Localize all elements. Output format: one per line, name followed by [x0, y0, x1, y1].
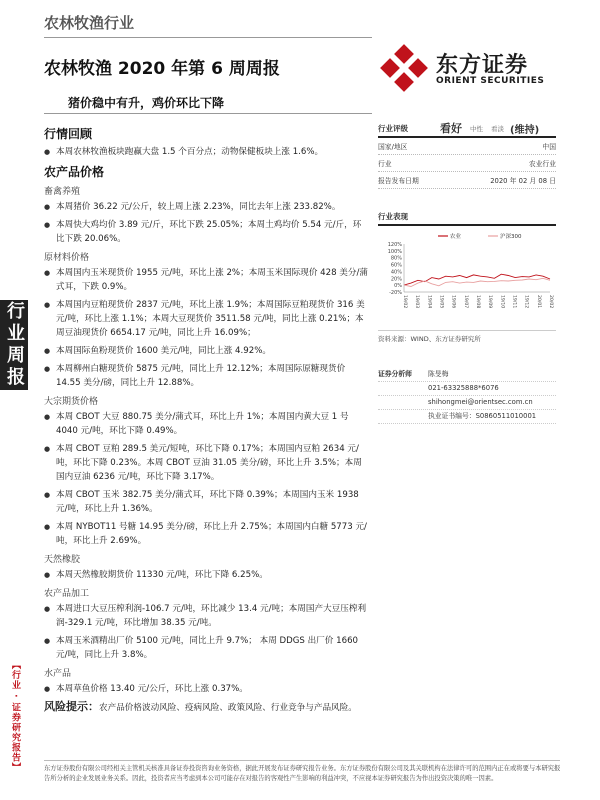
series-line-0 [404, 274, 550, 285]
company-logo [380, 44, 560, 104]
analyst-title: 证券分析师 [378, 370, 412, 378]
x-tick-label: 19/12 [523, 295, 529, 309]
risk-text: 农产品价格波动风险、疫病风险、政策风险、行业竞争与产品风险。 [99, 703, 357, 713]
industry-category: 农林牧渔行业 [44, 14, 135, 32]
sidebar [378, 122, 556, 343]
info-row [378, 138, 556, 155]
rating-value: 看好 [440, 122, 462, 135]
rating-label: 行业评级 [378, 123, 408, 133]
analyst-row [378, 396, 556, 410]
rating-negative: 看淡 [491, 124, 504, 133]
section-title-market-review: 行情回顾 [44, 127, 93, 141]
logo-text-en: ORIENT SECURITIES [436, 76, 545, 86]
list-item: ● 本周国内豆粕现货价 2837 元/吨，环比上涨 1.9%；本周国际豆粕现货价 316 美元/吨，环比上涨 1.1%；本周大豆现货价 3511.58 元/吨，同比上涨 0.21%；本周豆油现货价 6654.17 元/吨，同比上升 16.09%； [44, 298, 368, 340]
report-subtitle: 猪价稳中有升，鸡价环比下降 [68, 96, 225, 110]
analyst-block [378, 368, 556, 424]
legend-label: 沪深300 [500, 234, 522, 240]
y-tick-label: 40% [390, 269, 402, 276]
x-tick-label: 19/10 [499, 295, 505, 309]
list-item: ● 本周玉米酒精出厂价 5100 元/吨，同比上升 9.7%； 本周 DDGS 出厂价 1660 元/吨，同比上升 3.8%。 [44, 634, 368, 662]
processing-list [44, 602, 368, 662]
info-value: 2020 年 02 月 08 日 [490, 177, 556, 185]
subsection-livestock: 畜禽养殖 [44, 187, 81, 197]
list-item: ● 本周 CBOT 豆粕 289.5 美元/短吨，环比下降 0.17%；本周国内豆粕 2634 元/吨，环比下降 0.23%。本周 CBOT 豆油 31.05 美分/磅，环比上升 3.5%；本周国内豆油 6236 元/吨，环比下降 3.17%。 [44, 442, 368, 484]
list-item: ● 本周天然橡胶期货价 11330 元/吨，环比下降 6.25%。 [44, 568, 368, 582]
info-key: 国家/地区 [378, 143, 408, 151]
y-tick-label: 120% [387, 242, 402, 248]
rating-neutral: 中性 [470, 124, 483, 133]
list-item: ● 本周 CBOT 大豆 880.75 美分/蒲式耳，环比上升 1%；本周国内黄大豆 1 号 4040 元/吨，环比下降 0.49%。 [44, 410, 368, 438]
y-tick-label: -20% [389, 290, 402, 296]
subsection-futures: 大宗期货价格 [44, 397, 99, 407]
list-item: ● 本周猪价 36.22 元/公斤，较上周上涨 2.23%，同比去年上涨 233.82%。 [44, 200, 368, 214]
y-tick-label: 60% [390, 262, 402, 269]
x-tick-label: 19/07 [462, 295, 468, 309]
performance-chart [378, 230, 556, 320]
list-item: ● 本周国际鱼粉现货价 1600 美元/吨，同比上涨 4.92%。 [44, 344, 368, 358]
livestock-list [44, 200, 368, 246]
series-line-1 [404, 278, 550, 286]
report-type-band: 行业周报 [0, 300, 28, 390]
x-tick-label: 19/03 [414, 295, 420, 309]
list-item: ● 本周国内玉米现货价 1955 元/吨，环比上涨 2%；本周玉米国际现价 428 美分/蒲式耳，下跌 0.9%。 [44, 266, 368, 294]
subsection-rubber: 天然橡胶 [44, 555, 81, 565]
aquatic-list [44, 682, 368, 696]
x-tick-label: 20/01 [535, 295, 541, 309]
x-tick-label: 19/02 [402, 295, 407, 309]
chart-source: 资料来源：WIND、东方证券研究所 [378, 330, 556, 343]
list-item: ● 本周柳州白糖现货价 5875 元/吨，同比上升 12.12%；本周国际原糖现货价 14.55 美分/磅，同比上升 12.88%。 [44, 362, 368, 390]
list-item: ● 本周 CBOT 玉米 382.75 美分/蒲式耳，环比下降 0.39%；本周国内玉米 1938 元/吨，环比上升 1.36%。 [44, 488, 368, 516]
analyst-row [378, 368, 556, 382]
main-content [44, 122, 368, 715]
analyst-license-label: 执业证书编号： [428, 412, 476, 420]
x-tick-label: 19/04 [426, 295, 432, 309]
x-tick-label: 19/06 [450, 295, 456, 309]
performance-title: 行业表现 [378, 211, 556, 226]
list-item: ● 本周农林牧渔板块跑赢大盘 1.5 个百分点；动物保健板块上涨 1.6%。 [44, 145, 368, 159]
footer-divider [44, 760, 560, 761]
market-review-list [44, 145, 368, 159]
x-tick-label: 19/11 [511, 295, 517, 309]
y-tick-label: 80% [390, 255, 402, 262]
subsection-raw-materials: 原材料价格 [44, 253, 90, 263]
subsection-aquatic: 水产品 [44, 669, 72, 679]
x-tick-label: 19/05 [438, 295, 444, 309]
logo-text-cn: 东方证券 [436, 53, 529, 78]
analyst-name: 陈旻梅 [428, 370, 449, 378]
top-divider [44, 37, 372, 38]
subtitle-divider [44, 113, 372, 114]
y-tick-label: 0% [394, 283, 402, 290]
section-title-prices: 农产品价格 [44, 165, 105, 179]
rubber-list [44, 568, 368, 582]
list-item: ● 本周进口大豆压榨利润-106.7 元/吨，环比减少 13.4 元/吨；本周国产大豆压榨利润-329.1 元/吨，环比增加 38.35 元/吨。 [44, 602, 368, 630]
x-tick-label: 19/08 [475, 295, 480, 309]
info-row [378, 172, 556, 189]
list-item: ● 本周草鱼价格 13.40 元/公斤，环比上涨 0.37%。 [44, 682, 368, 696]
orient-securities-logo-mark-icon [380, 44, 428, 92]
raw-materials-list [44, 266, 368, 390]
disclaimer: 东方证券股份有限公司经相关主管机关核准具备证券投资咨询业务资格，据此开展发布证券研究报告业务。东方证券股份有限公司及其关联机构在法律许可的范围内正在或将要与本研究报告所分析的企业发展业务关系。因此，投资者应当考虑到本公司可能存在对报告的客观性产生影响的利益冲突，不应视本证券研究报告为作出投资决策的唯一因素。 [44, 765, 561, 782]
analyst-license: S0860511010001 [475, 412, 537, 420]
info-key: 报告发布日期 [378, 177, 419, 185]
rating-maintain: (维持) [510, 124, 540, 136]
performance-chart-svg [378, 230, 556, 320]
info-value: 农业行业 [528, 160, 556, 168]
subsection-processing: 农产品加工 [44, 589, 90, 599]
list-item: ● 本周快大鸡均价 3.89 元/斤，环比下跌 25.05%；本周土鸡均价 5.54 元/斤，环比下跌 20.06%。 [44, 218, 368, 246]
analyst-row [378, 410, 556, 424]
analyst-phone: 021-63325888*6076 [428, 384, 499, 392]
rating-row [378, 122, 556, 138]
x-tick-label: 19/09 [487, 295, 493, 309]
x-tick-label: 20/02 [548, 295, 553, 309]
report-title: 农林牧渔 2020 年第 6 周周报 [44, 59, 280, 79]
report-type-note: 【行业 · 证券研究报告】 [10, 660, 20, 773]
info-value: 中国 [542, 143, 556, 151]
y-tick-label: 100% [387, 248, 402, 255]
y-tick-label: 20% [390, 276, 402, 283]
analyst-email[interactable]: shihongmei@orientsec.com.cn [428, 398, 533, 406]
risk-warning [44, 700, 368, 715]
analyst-row [378, 382, 556, 396]
risk-label: 风险提示： [44, 700, 99, 713]
info-row [378, 155, 556, 172]
legend-label: 农业 [450, 234, 462, 240]
list-item: ● 本周 NYBOT11 号糖 14.95 美分/磅，环比上升 2.75%；本周国内白糖 5773 元/吨，环比上升 2.69%。 [44, 520, 368, 548]
futures-list [44, 410, 368, 548]
info-key: 行业 [378, 160, 392, 168]
